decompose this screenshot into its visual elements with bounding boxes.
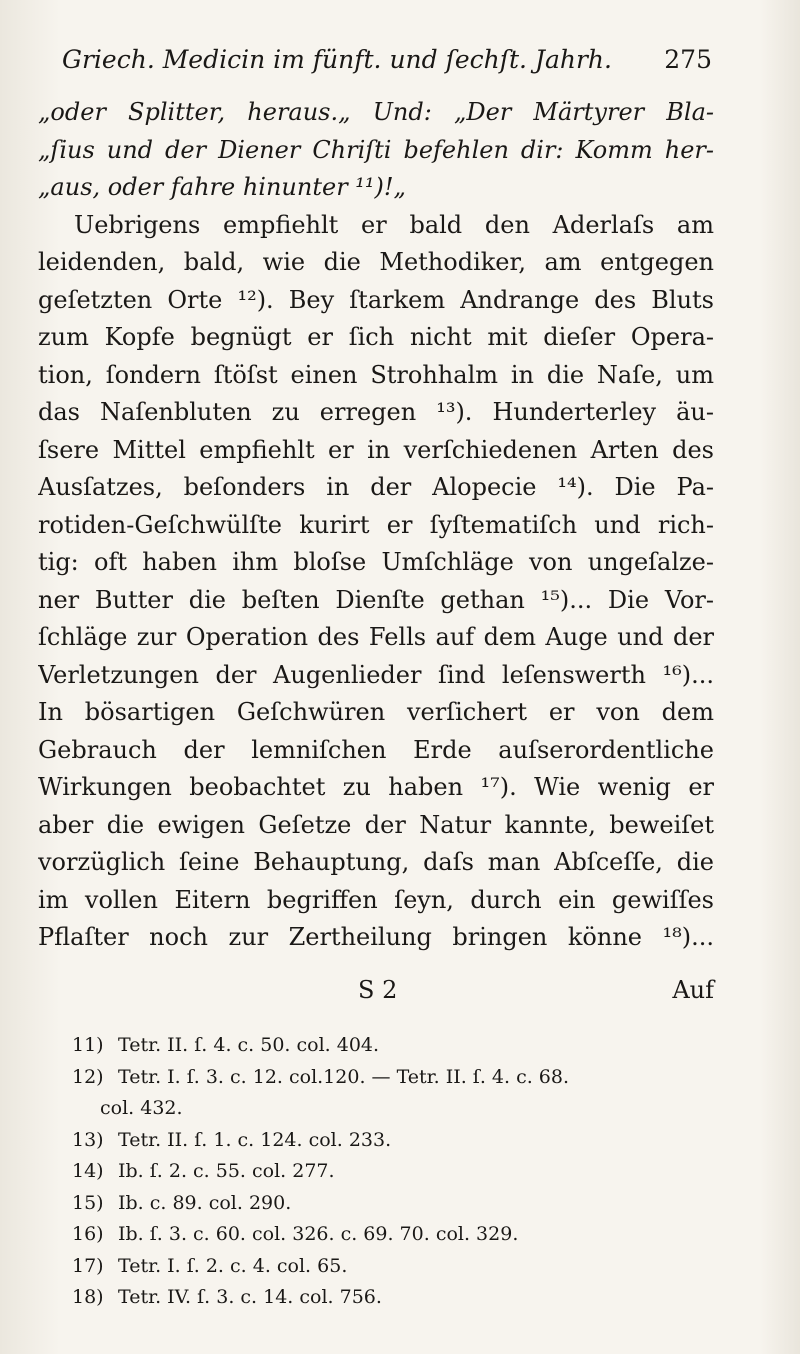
page-number: 275 xyxy=(664,45,712,74)
text-line: geſetzten Orte ¹²). Bey ſtarkem Andrange des Bluts xyxy=(38,285,714,314)
footnote-number: 14) xyxy=(72,1160,104,1182)
footnote-text: Ib. ſ. 3. c. 60. col. 326. c. 69. 70. col. 329. xyxy=(118,1223,519,1245)
footnote-text: Tetr. I. ſ. 2. c. 4. col. 65. xyxy=(118,1254,348,1277)
footnote xyxy=(72,1125,722,1157)
catchword: Auf xyxy=(672,976,714,1004)
footnote-number: 16) xyxy=(72,1223,104,1245)
text-line: rotiden-Geſchwülſte kurirt er ſyſtematiſch und rich- xyxy=(38,510,714,539)
footnotes xyxy=(72,1030,722,1314)
footnote xyxy=(72,1282,722,1314)
footnote-number: 18) xyxy=(72,1286,104,1308)
text-line: Ausſatzes, beſonders in der Alopecie ¹⁴). Die Pa- xyxy=(38,473,714,501)
footnote xyxy=(72,1062,722,1094)
text-line: leidenden, bald, wie die Methodiker, am entgegen xyxy=(38,248,714,276)
signature-mark: S 2 xyxy=(358,976,398,1004)
footnote-text: Tetr. II. ſ. 4. c. 50. col. 404. xyxy=(118,1034,380,1056)
footnote xyxy=(72,1156,722,1188)
text-line: zum Kopfe begnügt er ſich nicht mit dieſer Opera- xyxy=(38,323,714,351)
text-line: ſsere Mittel empfiehlt er in verſchiedenen Arten des xyxy=(38,435,714,464)
footnote-number: 12) xyxy=(72,1065,104,1088)
footnote-text: Ib. ſ. 2. c. 55. col. 277. xyxy=(118,1160,335,1182)
text-line: Wirkungen beobachtet zu haben ¹⁷). Wie wenig er xyxy=(38,773,714,801)
footnote-text: Tetr. II. ſ. 1. c. 124. col. 233. xyxy=(118,1128,392,1151)
text-line: ſchläge zur Operation des Fells auf dem Auge und der xyxy=(38,623,714,651)
text-line: In bösartigen Geſchwüren verſichert er von dem xyxy=(38,698,714,726)
page-header xyxy=(62,38,712,82)
footnote xyxy=(72,1188,722,1220)
footnote xyxy=(72,1030,722,1062)
footnote xyxy=(72,1219,722,1251)
footnote-text: col. 432. xyxy=(100,1097,183,1119)
text-line: aber die ewigen Geſetze der Natur kannte, beweiſet xyxy=(38,810,714,839)
footnote-number: 17) xyxy=(72,1254,104,1277)
text-line: das Naſenbluten zu erregen ¹³). Hunderterley äu- xyxy=(38,398,714,426)
footnote-number: 11) xyxy=(72,1034,104,1056)
text-line: tion, ſondern ſtöſst einen Strohhalm in die Naſe, um xyxy=(38,360,714,389)
footnote-text: Tetr. IV. ſ. 3. c. 14. col. 756. xyxy=(118,1286,382,1308)
text-line: Pflaſter noch zur Zertheilung bringen könne ¹⁸)... xyxy=(38,923,714,951)
text-line: ner Butter die beſten Dienſte gethan ¹⁵)... Die Vor- xyxy=(38,585,714,614)
main-text xyxy=(38,94,714,957)
text-line: „ſius und der Diener Chriſti befehlen dir: Komm her- xyxy=(38,135,714,164)
footnote-text: Tetr. I. ſ. 3. c. 12. col.120. — Tetr. II. ſ. 4. c. 68. xyxy=(118,1065,570,1088)
running-head: Griech. Medicin im fünft. und ſechſt. Jahrh. xyxy=(62,45,612,74)
text-line: vorzüglich ſeine Behauptung, daſs man Abſceſſe, die xyxy=(38,848,714,876)
text-line: Gebrauch der lemniſchen Erde auſserordentliche xyxy=(38,735,714,764)
footnote-number: 15) xyxy=(72,1191,104,1214)
catch-line xyxy=(38,970,714,1010)
text-line: tig: oft haben ihm bloſse Umſchläge von ungeſalze- xyxy=(38,548,714,576)
text-line: „oder Splitter, heraus.„ Und: „Der Märtyrer Bla- xyxy=(38,98,714,126)
footnote xyxy=(72,1093,722,1125)
footnote-number: 13) xyxy=(72,1128,104,1151)
text-line: Verletzungen der Augenlieder ſind leſenswerth ¹⁶)... xyxy=(38,660,714,689)
text-line: im vollen Eitern begriffen ſeyn, durch ein gewiſſes xyxy=(38,885,714,914)
text-line: Uebrigens empfiehlt er bald den Aderlaſs am xyxy=(74,210,714,239)
text-line: „aus, oder fahre hinunter ¹¹)!„ xyxy=(38,173,406,201)
footnote xyxy=(72,1251,722,1283)
footnote-text: Ib. c. 89. col. 290. xyxy=(118,1191,292,1214)
